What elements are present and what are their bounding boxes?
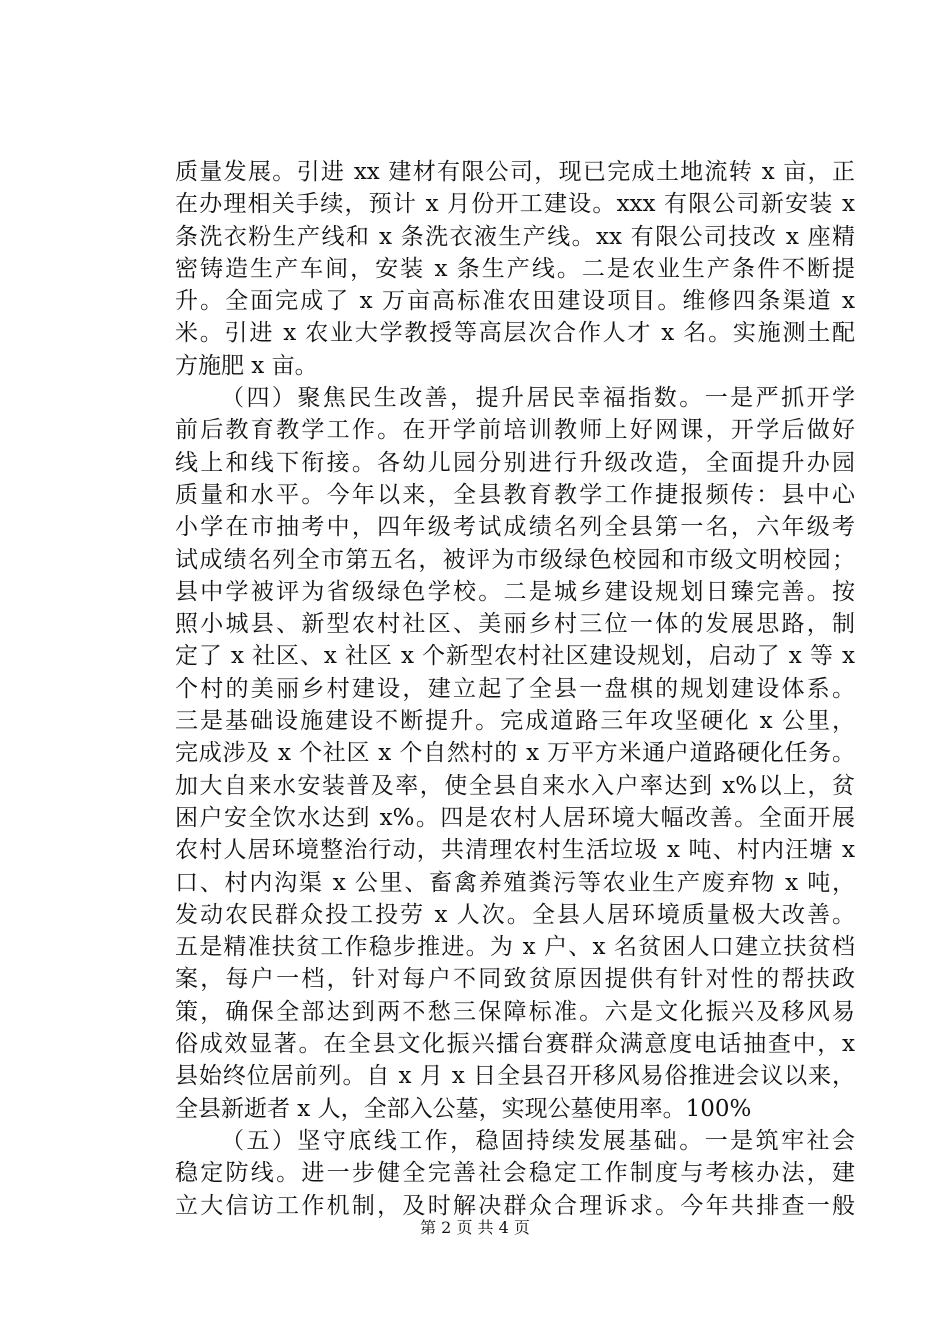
text-line: 密铸造生产车间，安装 x 条生产线。二是农业生产条件不断提 bbox=[175, 255, 855, 282]
text-line: 策，确保全部达到两不愁三保障标准。六是文化振兴及移风易 bbox=[175, 998, 855, 1025]
text-line: 口、村内沟渠 x 公里、畜禽养殖粪污等农业生产废弃物 x 吨， bbox=[175, 869, 855, 896]
text-line: 升。全面完成了 x 万亩高标准农田建设项目。维修四条渠道 x bbox=[175, 288, 855, 315]
text-line: 立大信访工作机制，及时解决群众合理诉求。今年共排查一般 bbox=[175, 1192, 855, 1219]
text-line: 县中学被评为省级绿色学校。二是城乡建设规划日臻完善。按 bbox=[175, 578, 855, 605]
page-footer: 第 2 页 共 4 页 bbox=[420, 1218, 530, 1237]
text-line: 方施肥 x 亩。 bbox=[175, 352, 318, 379]
text-line: 个村的美丽乡村建设，建立起了全县一盘棋的规划建设体系。 bbox=[175, 675, 855, 702]
text-line: 线上和线下衔接。各幼儿园分别进行升级改造，全面提升办园 bbox=[175, 449, 855, 476]
text-line: 前后教育教学工作。在开学前培训教师上好网课，开学后做好 bbox=[175, 417, 855, 444]
document-body bbox=[175, 156, 855, 1222]
text-line: 五是精准扶贫工作稳步推进。为 x 户、x 名贫困人口建立扶贫档 bbox=[175, 934, 855, 961]
text-line: 全县新逝者 x 人，全部入公墓，实现公墓使用率。100% bbox=[175, 1095, 752, 1122]
text-line: 案，每户一档，针对每户不同致贫原因提供有针对性的帮扶政 bbox=[175, 966, 855, 993]
text-line: 发动农民群众投工投劳 x 人次。全县人居环境质量极大改善。 bbox=[175, 901, 855, 928]
text-line: （五）坚守底线工作，稳固持续发展基础。一是筑牢社会 bbox=[221, 1127, 855, 1154]
text-line: 小学在市抽考中，四年级考试成绩名列全县第一名，六年级考 bbox=[175, 514, 855, 541]
text-line: 困户安全饮水达到 x%。四是农村人居环境大幅改善。全面开展 bbox=[175, 804, 855, 831]
text-line: 定了 x 社区、x 社区 x 个新型农村社区建设规划，启动了 x 等 x bbox=[175, 643, 855, 670]
text-line: （四）聚焦民生改善，提升居民幸福指数。一是严抓开学 bbox=[221, 385, 855, 412]
text-line: 质量发展。引进 xx 建材有限公司，现已完成土地流转 x 亩，正 bbox=[175, 159, 855, 185]
text-line: 完成涉及 x 个社区 x 个自然村的 x 万平方米通户道路硬化任务。 bbox=[175, 740, 855, 767]
text-line: 试成绩名列全市第五名，被评为市级绿色校园和市级文明校园； bbox=[175, 546, 855, 573]
text-line: 质量和水平。今年以来，全县教育教学工作捷报频传：县中心 bbox=[175, 481, 855, 508]
text-line: 照小城县、新型农村社区、美丽乡村三位一体的发展思路，制 bbox=[175, 611, 855, 638]
text-line: 米。引进 x 农业大学教授等高层次合作人才 x 名。实施测土配 bbox=[175, 320, 855, 347]
text-line: 在办理相关手续，预计 x 月份开工建设。xxx 有限公司新安装 x bbox=[175, 191, 855, 218]
text-line: 条洗衣粉生产线和 x 条洗衣液生产线。xx 有限公司技改 x 座精 bbox=[175, 223, 855, 250]
text-line: 加大自来水安装普及率，使全县自来水入户率达到 x%以上，贫 bbox=[175, 772, 855, 799]
text-line: 农村人居环境整治行动，共清理农村生活垃圾 x 吨、村内汪塘 x bbox=[175, 837, 855, 864]
text-line: 稳定防线。进一步健全完善社会稳定工作制度与考核办法，建 bbox=[175, 1160, 855, 1187]
text-line: 三是基础设施建设不断提升。完成道路三年攻坚硬化 x 公里， bbox=[175, 708, 855, 735]
text-line: 县始终位居前列。自 x 月 x 日全县召开移风易俗推进会议以来， bbox=[175, 1063, 855, 1090]
text-line: 俗成效显著。在全县文化振兴擂台赛群众满意度电话抽查中，x bbox=[175, 1031, 855, 1058]
